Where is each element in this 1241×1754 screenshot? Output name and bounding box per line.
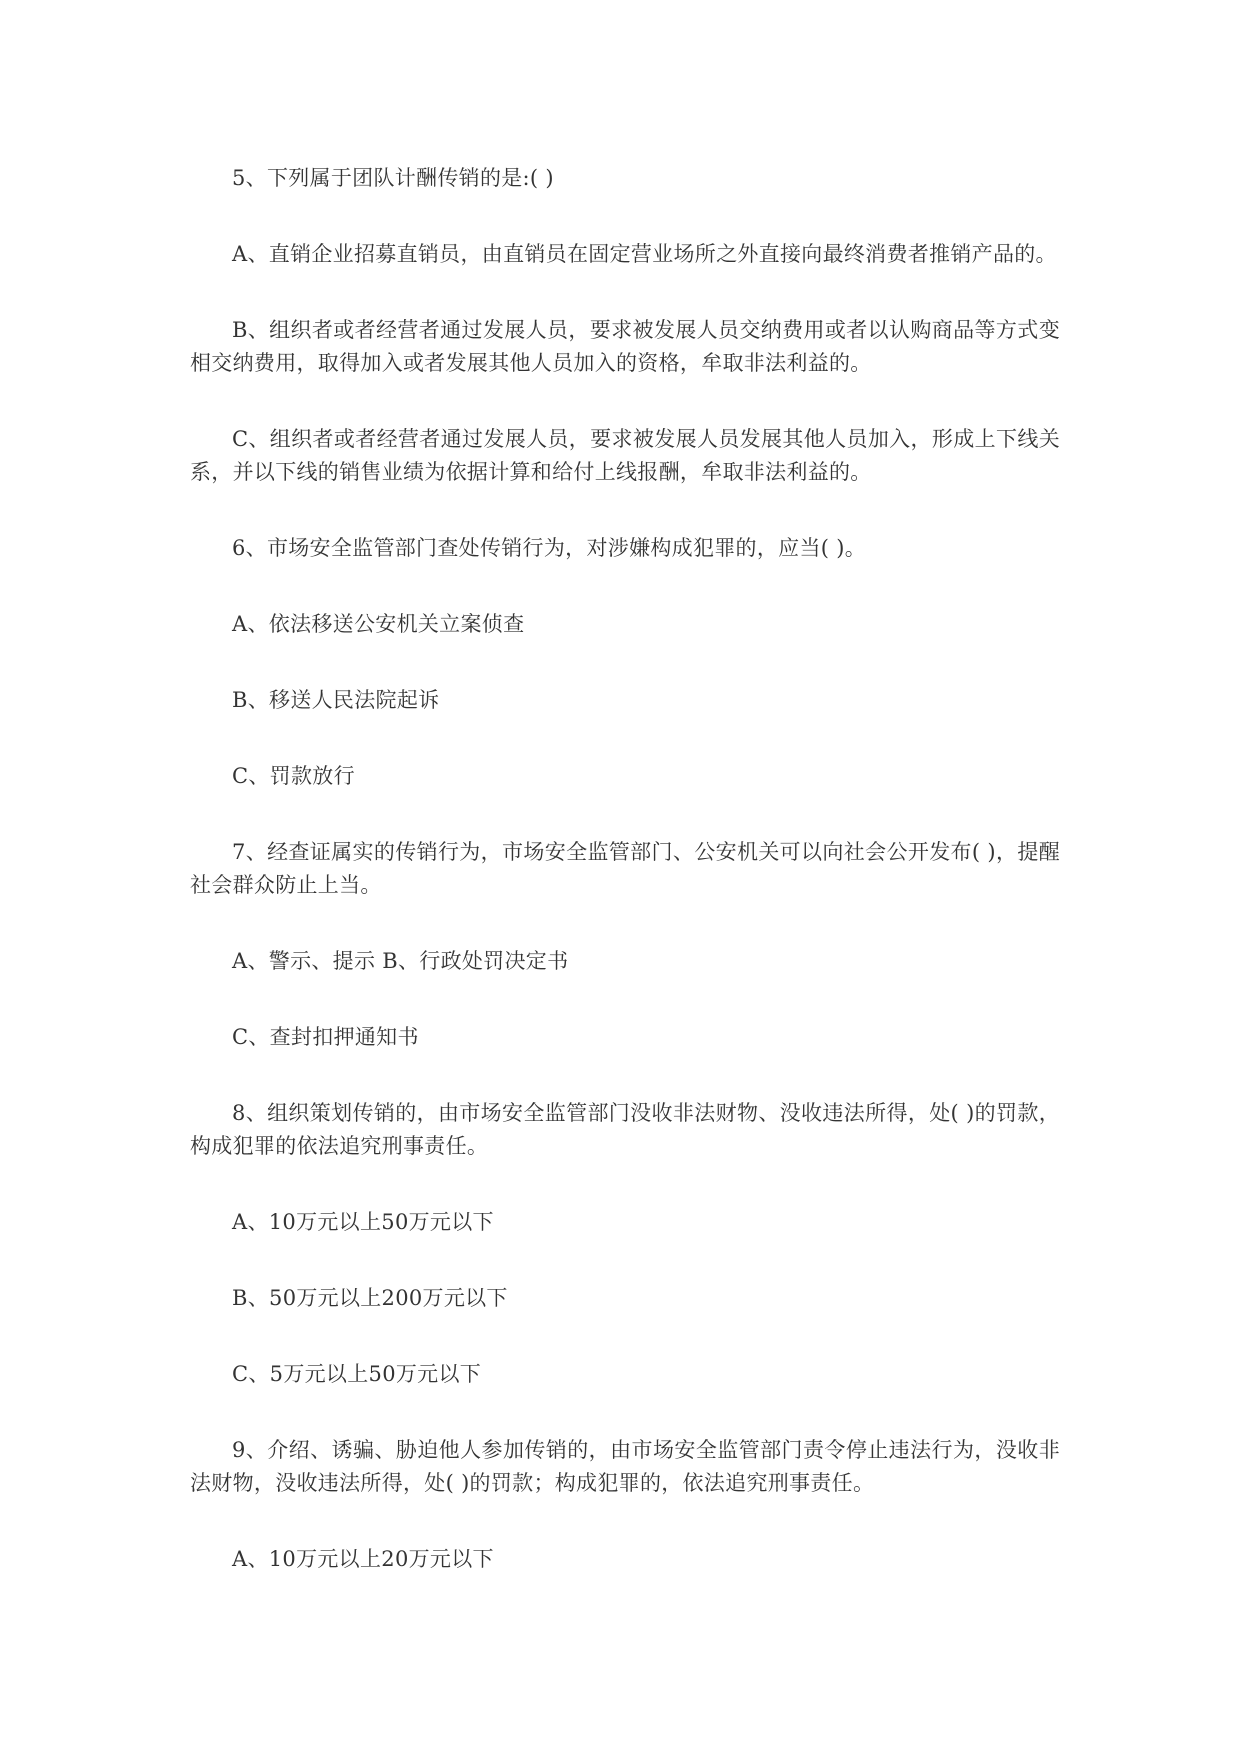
question-6: 6、市场安全监管部门查处传销行为，对涉嫌构成犯罪的，应当( )。 [232, 536, 867, 560]
question-5-option-c: C、组织者或者经营者通过发展人员，要求被发展人员发展其他人员加入，形成上下线关系，并以下线的销售业绩为依据计算和给付上线报酬，牟取非法利益的。 [190, 427, 1060, 484]
question-6-option-a: A、依法移送公安机关立案侦查 [232, 612, 525, 636]
question-5-option-a: A、直销企业招募直销员，由直销员在固定营业场所之外直接向最终消费者推销产品的。 [232, 242, 1057, 266]
question-9: 9、介绍、诱骗、胁迫他人参加传销的，由市场安全监管部门责令停止违法行为，没收非法财物，没收违法所得，处( )的罚款；构成犯罪的，依法追究刑事责任。 [190, 1438, 1060, 1495]
question-8-option-b: B、50万元以上200万元以下 [232, 1286, 508, 1310]
question-5-option-b: B、组织者或者经营者通过发展人员，要求被发展人员交纳费用或者以认购商品等方式变相交纳费用，取得加入或者发展其他人员加入的资格，牟取非法利益的。 [190, 318, 1060, 375]
question-8: 8、组织策划传销的，由市场安全监管部门没收非法财物、没收违法所得，处( )的罚款，构成犯罪的依法追究刑事责任。 [190, 1101, 1060, 1158]
question-8-option-a: A、10万元以上50万元以下 [232, 1210, 494, 1234]
question-6-option-b: B、移送人民法院起诉 [232, 688, 440, 712]
question-7-options-a-b: A、警示、提示 B、行政处罚决定书 [232, 949, 569, 973]
question-7: 7、经查证属实的传销行为，市场安全监管部门、公安机关可以向社会公开发布( )，提醒社会群众防止上当。 [190, 840, 1060, 897]
question-6-option-c: C、罚款放行 [232, 764, 355, 788]
question-9-option-a: A、10万元以上20万元以下 [232, 1547, 494, 1571]
question-8-option-c: C、5万元以上50万元以下 [232, 1362, 482, 1386]
question-7-option-c: C、查封扣押通知书 [232, 1025, 419, 1049]
document-body [190, 162, 1060, 1576]
question-5: 5、下列属于团队计酬传销的是:( ) [232, 166, 554, 190]
